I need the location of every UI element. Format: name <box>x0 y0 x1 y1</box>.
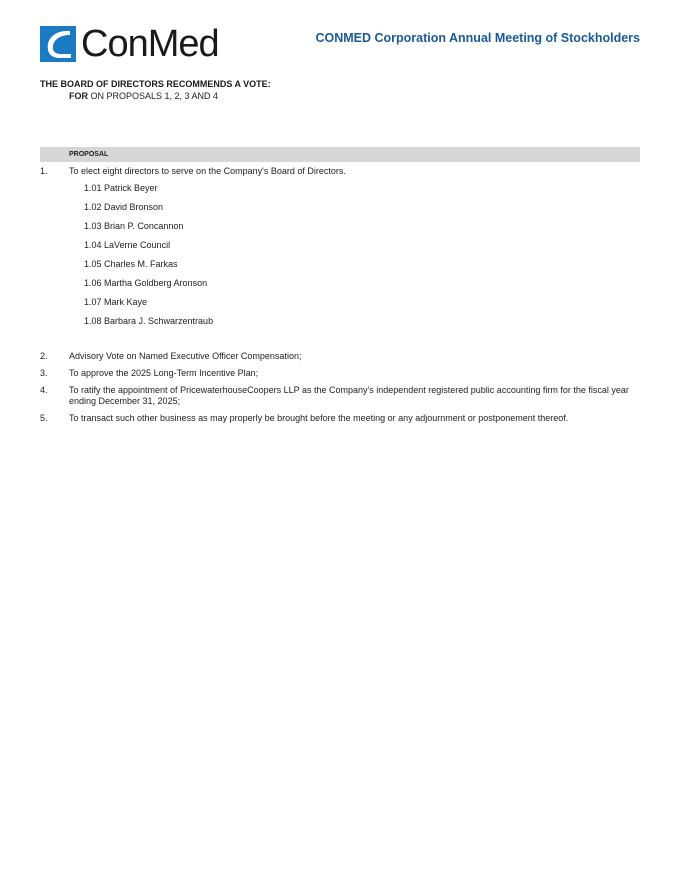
nominee-item: 1.03 Brian P. Concannon <box>84 221 184 231</box>
proposal-text: To elect eight directors to serve on the Company's Board of Directors. <box>69 166 346 176</box>
nominee-item: 1.04 LaVerne Council <box>84 240 171 250</box>
board-recommendation <box>40 78 271 102</box>
recommendation-title: THE BOARD OF DIRECTORS RECOMMENDS A VOTE: <box>40 79 271 89</box>
proposal-text: Advisory Vote on Named Executive Officer Compensation; <box>69 351 302 361</box>
nominee-item: 1.02 David Bronson <box>84 202 164 212</box>
nominee-item: 1.05 Charles M. Farkas <box>84 259 178 269</box>
proposal-item <box>40 413 640 424</box>
nominee-item: 1.01 Patrick Beyer <box>84 183 158 193</box>
nominee-item: 1.06 Martha Goldberg Aronson <box>84 278 208 288</box>
nominee-item: 1.08 Barbara J. Schwarzentraub <box>84 316 214 326</box>
logo-wordmark: ConMed <box>81 23 219 65</box>
recommendation-detail <box>69 90 271 102</box>
nominee-item: 1.07 Mark Kaye <box>84 297 148 307</box>
proposal-number: 5. <box>40 413 48 423</box>
document-title: CONMED Corporation Annual Meeting of Stockholders <box>315 31 640 45</box>
proposal-item <box>40 385 640 407</box>
proposal-number: 2. <box>40 351 48 361</box>
proposal-item <box>40 351 640 362</box>
proposal-text: To approve the 2025 Long-Term Incentive Plan; <box>69 368 259 378</box>
recommendation-proposals: ON PROPOSALS 1, 2, 3 AND 4 <box>90 91 219 101</box>
nominee-list <box>84 183 640 335</box>
proposal-header-bar <box>40 147 640 162</box>
recommendation-for: FOR <box>69 91 88 101</box>
proposal-text: To transact such other business as may properly be brought before the meeting or any adjournment or postponement thereof. <box>69 413 569 423</box>
conmed-logo <box>40 25 245 65</box>
proposal-number: 3. <box>40 368 48 378</box>
conmed-logo-icon <box>40 26 76 62</box>
proposal-list <box>40 166 640 424</box>
proposal-number: 4. <box>40 385 48 395</box>
proposal-item <box>40 368 640 379</box>
proposal-text: To ratify the appointment of PricewaterhouseCoopers LLP as the Company's independent registered public accounting firm for the fiscal year ending December 31, 2025; <box>69 385 629 406</box>
proposal-item <box>40 166 640 335</box>
proposal-column-header: PROPOSAL <box>69 151 109 158</box>
proposal-number: 1. <box>40 166 48 176</box>
